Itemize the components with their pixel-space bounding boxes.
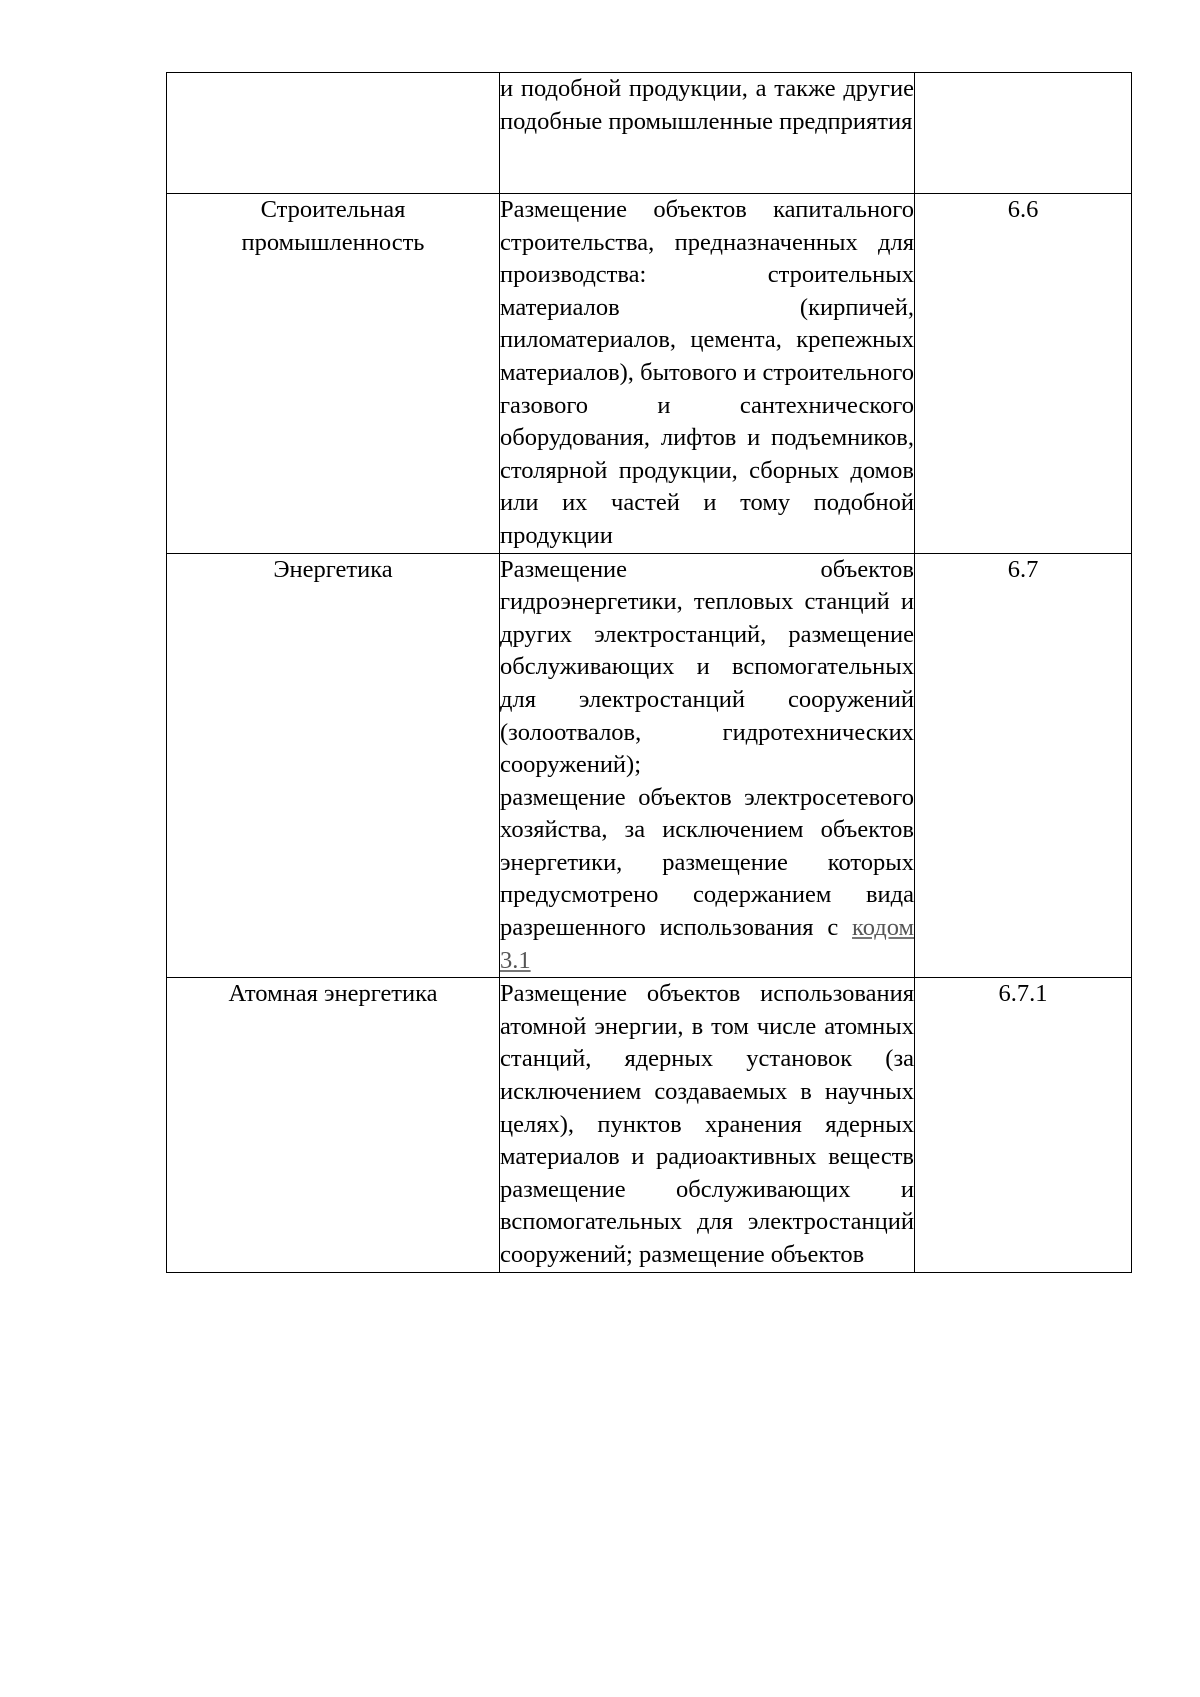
table-row xyxy=(167,553,1132,978)
table-row xyxy=(167,73,1132,194)
code-reference-link[interactable]: кодом 3.1 xyxy=(500,914,914,974)
use-name-cell: Строительная промышленность xyxy=(167,194,500,554)
use-name-cell: Атомная энергетика xyxy=(167,978,500,1272)
use-description-cell xyxy=(500,978,915,1272)
table-row xyxy=(167,194,1132,554)
use-description-cell xyxy=(500,553,915,978)
use-name-cell: Энергетика xyxy=(167,553,500,978)
use-description-cell xyxy=(500,194,915,554)
use-code-cell: 6.6 xyxy=(915,194,1132,554)
use-code-cell: 6.7 xyxy=(915,553,1132,978)
use-code-cell: 6.7.1 xyxy=(915,978,1132,1272)
use-code-cell xyxy=(915,73,1132,194)
description-text: и подобной продукции, а также другие подобные промышленные предприятия xyxy=(500,75,914,135)
use-description-cell xyxy=(500,73,915,194)
description-text: размещение объектов электросетевого хозяйства, за исключением объектов энергетики, размещение которых предусмотрено содержанием вида разрешенного использования с xyxy=(500,783,914,942)
use-name-cell xyxy=(167,73,500,194)
description-text: Размещение объектов использования атомной энергии, в том числе атомных станций, ядерных установок (за исключением создаваемых в научных целях), пунктов хранения ядерных материалов и радиоактивных веществ размещение обслуживающих и вспомогательных для электростанций сооружений; размещение объектов xyxy=(500,980,914,1268)
description-text: Размещение объектов капитального строительства, предназначенных для производства: строительных материалов (кирпичей, пиломатериалов, цемента, крепежных материалов), бытового и строительного газового и сантехнического оборудования, лифтов и подъемников, столярной продукции, сборных домов или их частей и тому подобной продукции xyxy=(500,196,914,549)
land-use-table xyxy=(166,72,1132,1273)
table-row xyxy=(167,978,1132,1272)
description-text: Размещение объектов гидроэнергетики, тепловых станций и других электростанций, размещение обслуживающих и вспомогательных для электростанций сооружений (золоотвалов, гидротехнических сооружений); xyxy=(500,555,914,779)
description-text-with-link xyxy=(500,782,914,978)
